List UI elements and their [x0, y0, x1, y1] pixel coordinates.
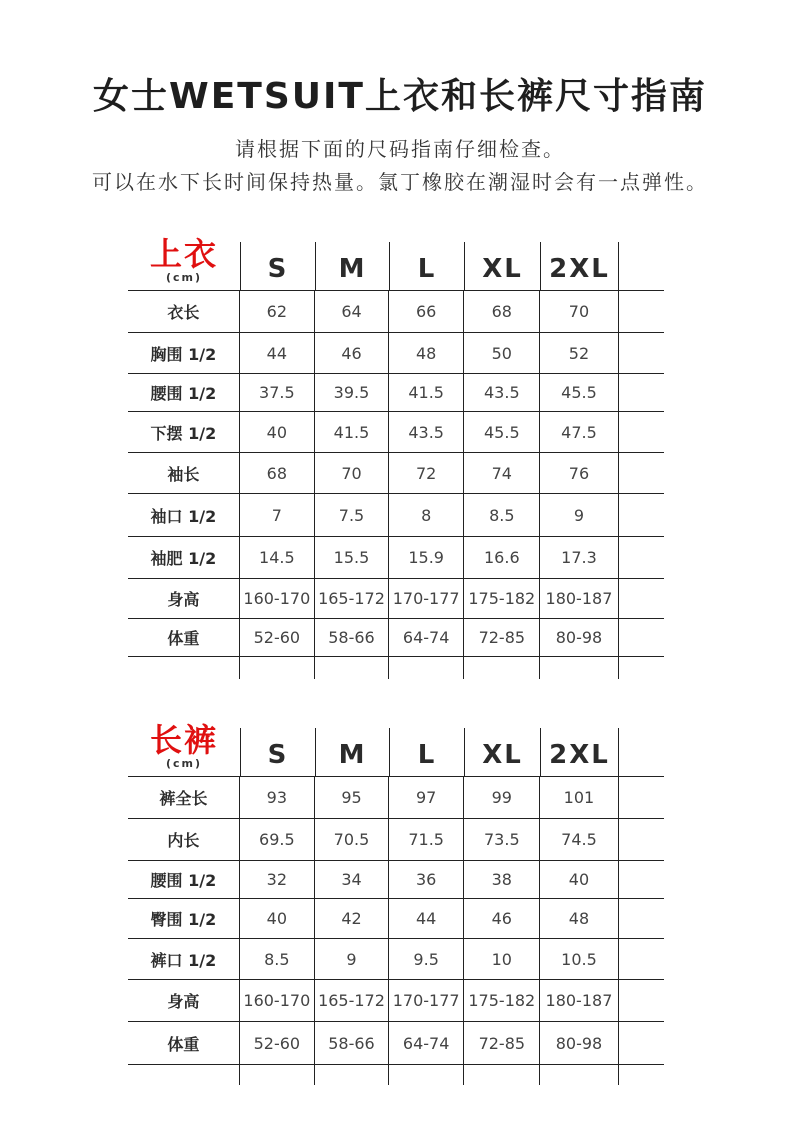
size-header-2xl: 2XL — [540, 728, 618, 776]
table-cell: 52 — [539, 333, 617, 373]
table-row — [128, 579, 664, 618]
table-cell: 64-74 — [388, 619, 463, 656]
table-cell: 74 — [463, 453, 539, 493]
size-header-s: S — [240, 728, 315, 776]
table-row — [128, 494, 664, 536]
table-cell: 14.5 — [239, 537, 314, 578]
empty-row — [128, 657, 664, 679]
table-cell: 175-182 — [463, 980, 539, 1021]
table-cell: 38 — [463, 861, 539, 898]
table-cell: 73.5 — [463, 819, 539, 860]
table-cell: 170-177 — [388, 579, 463, 618]
table-cell: 7.5 — [314, 494, 388, 536]
blank-cell — [128, 657, 239, 679]
blank-cell — [314, 657, 388, 679]
row-label: 袖长 — [167, 464, 200, 484]
table-cell: 72-85 — [463, 1022, 539, 1064]
table-cell: 46 — [314, 333, 388, 373]
table-cell: 72 — [388, 453, 463, 493]
table-row — [128, 939, 664, 979]
table-cell: 41.5 — [388, 374, 463, 411]
table-cell: 97 — [388, 777, 463, 818]
blank-cell — [618, 728, 664, 776]
blank-cell — [128, 1065, 239, 1085]
row-label: 下摆 1/2 — [150, 423, 217, 443]
section-label-cell — [128, 235, 240, 290]
table-row — [128, 453, 664, 493]
table-cell: 44 — [388, 899, 463, 938]
table-cell: 37.5 — [239, 374, 314, 411]
section-label: 长裤 — [149, 721, 218, 759]
table-cell: 9 — [314, 939, 388, 979]
table-cell: 101 — [539, 777, 617, 818]
blank-cell — [618, 619, 664, 656]
row-label: 体重 — [167, 1034, 200, 1054]
table-cell: 68 — [239, 453, 314, 493]
table-cell: 52-60 — [239, 619, 314, 656]
row-label: 袖口 1/2 — [150, 506, 217, 526]
table-cell: 52-60 — [239, 1022, 314, 1064]
table-cell: 48 — [539, 899, 617, 938]
table-cell: 64 — [314, 291, 388, 332]
table-row — [128, 819, 664, 860]
table-cell: 80-98 — [539, 1022, 617, 1064]
top-size-table — [128, 235, 664, 679]
table-cell: 36 — [388, 861, 463, 898]
table-cell: 45.5 — [539, 374, 617, 411]
size-header-m: M — [315, 728, 389, 776]
table-row — [128, 1022, 664, 1064]
table-row — [128, 777, 664, 818]
table-cell: 32 — [239, 861, 314, 898]
blank-cell — [314, 1065, 388, 1085]
table-cell: 76 — [539, 453, 617, 493]
table-cell: 175-182 — [463, 579, 539, 618]
table-cell: 70.5 — [314, 819, 388, 860]
table-cell: 17.3 — [539, 537, 617, 578]
table-cell: 70 — [539, 291, 617, 332]
section-label-cell — [128, 721, 240, 776]
table-cell: 72-85 — [463, 619, 539, 656]
row-label: 腰围 1/2 — [150, 871, 217, 890]
blank-cell — [618, 1022, 664, 1064]
table-cell: 93 — [239, 777, 314, 818]
blank-cell — [388, 1065, 463, 1085]
blank-cell — [618, 657, 664, 679]
blank-cell — [618, 777, 664, 818]
table-cell: 50 — [463, 333, 539, 373]
table-cell: 40 — [539, 861, 617, 898]
blank-cell — [618, 819, 664, 860]
table-cell: 8 — [388, 494, 463, 536]
size-header-row — [128, 235, 664, 290]
row-label: 内长 — [167, 831, 200, 850]
table-cell: 46 — [463, 899, 539, 938]
pants-size-table — [128, 721, 664, 1085]
blank-cell — [539, 1065, 617, 1085]
blank-cell — [618, 242, 664, 290]
size-header-xl: XL — [464, 728, 540, 776]
blank-cell — [463, 657, 539, 679]
row-label: 臀围 1/2 — [150, 910, 217, 929]
table-cell: 80-98 — [539, 619, 617, 656]
table-cell: 160-170 — [239, 579, 314, 618]
table-cell: 40 — [239, 899, 314, 938]
table-row — [128, 619, 664, 656]
row-label: 裤全长 — [159, 789, 208, 808]
table-cell: 180-187 — [539, 579, 617, 618]
blank-cell — [618, 537, 664, 578]
table-cell: 45.5 — [463, 412, 539, 452]
row-label: 衣长 — [167, 303, 200, 322]
table-cell: 68 — [463, 291, 539, 332]
table-cell: 40 — [239, 412, 314, 452]
table-cell: 160-170 — [239, 980, 314, 1021]
blank-cell — [239, 1065, 314, 1085]
table-row — [128, 412, 664, 452]
table-cell: 74.5 — [539, 819, 617, 860]
size-header-2xl: 2XL — [540, 242, 618, 290]
table-cell: 15.9 — [388, 537, 463, 578]
blank-cell — [618, 374, 664, 411]
table-cell: 10.5 — [539, 939, 617, 979]
table-cell: 165-172 — [314, 980, 388, 1021]
table-cell: 15.5 — [314, 537, 388, 578]
table-cell: 58-66 — [314, 1022, 388, 1064]
blank-cell — [618, 899, 664, 938]
unit-label: (cm) — [165, 757, 203, 770]
table-cell: 34 — [314, 861, 388, 898]
blank-cell — [618, 980, 664, 1021]
table-cell: 62 — [239, 291, 314, 332]
blank-cell — [618, 453, 664, 493]
blank-cell — [463, 1065, 539, 1085]
row-label: 体重 — [167, 629, 200, 648]
table-cell: 8.5 — [239, 939, 314, 979]
table-cell: 7 — [239, 494, 314, 536]
table-cell: 99 — [463, 777, 539, 818]
row-label: 袖肥 1/2 — [150, 549, 217, 568]
table-cell: 64-74 — [388, 1022, 463, 1064]
table-cell: 9.5 — [388, 939, 463, 979]
size-header-m: M — [315, 242, 389, 290]
table-cell: 8.5 — [463, 494, 539, 536]
unit-label: (cm) — [165, 271, 203, 284]
table-cell: 180-187 — [539, 980, 617, 1021]
blank-cell — [618, 939, 664, 979]
page-title: 女士WETSUIT上衣和长裤尺寸指南 — [93, 76, 707, 117]
table-row — [128, 333, 664, 373]
row-label: 裤口 1/2 — [150, 950, 217, 970]
table-cell: 71.5 — [388, 819, 463, 860]
subtitle-line-1: 请根据下面的尺码指南仔细检查。 — [235, 137, 565, 161]
table-cell: 58-66 — [314, 619, 388, 656]
table-row — [128, 374, 664, 411]
table-cell: 47.5 — [539, 412, 617, 452]
table-cell: 41.5 — [314, 412, 388, 452]
table-row — [128, 899, 664, 938]
size-header-xl: XL — [464, 242, 540, 290]
row-label: 身高 — [167, 992, 200, 1011]
table-cell: 39.5 — [314, 374, 388, 411]
blank-cell — [618, 1065, 664, 1085]
size-header-l: L — [389, 242, 464, 290]
blank-cell — [388, 657, 463, 679]
subtitle-line-2: 可以在水下长时间保持热量。氯丁橡胶在潮湿时会有一点弹性。 — [92, 170, 708, 194]
table-cell: 16.6 — [463, 537, 539, 578]
table-cell: 69.5 — [239, 819, 314, 860]
table-cell: 48 — [388, 333, 463, 373]
table-cell: 9 — [539, 494, 617, 536]
blank-cell — [618, 412, 664, 452]
size-header-l: L — [389, 728, 464, 776]
row-label: 胸围 1/2 — [150, 344, 217, 364]
table-cell: 43.5 — [463, 374, 539, 411]
blank-cell — [239, 657, 314, 679]
size-header-row — [128, 721, 664, 776]
blank-cell — [618, 579, 664, 618]
empty-row — [128, 1065, 664, 1085]
table-row — [128, 291, 664, 332]
section-label: 上衣 — [149, 235, 218, 273]
row-label: 腰围 1/2 — [150, 384, 217, 403]
blank-cell — [618, 333, 664, 373]
blank-cell — [618, 494, 664, 536]
table-cell: 42 — [314, 899, 388, 938]
blank-cell — [618, 291, 664, 332]
blank-cell — [618, 861, 664, 898]
table-cell: 43.5 — [388, 412, 463, 452]
blank-cell — [539, 657, 617, 679]
table-cell: 10 — [463, 939, 539, 979]
row-label: 身高 — [167, 590, 200, 609]
table-cell: 95 — [314, 777, 388, 818]
table-cell: 170-177 — [388, 980, 463, 1021]
table-cell: 165-172 — [314, 579, 388, 618]
table-cell: 66 — [388, 291, 463, 332]
table-row — [128, 980, 664, 1021]
size-header-s: S — [240, 242, 315, 290]
table-cell: 44 — [239, 333, 314, 373]
table-row — [128, 861, 664, 898]
table-cell: 70 — [314, 453, 388, 493]
table-row — [128, 537, 664, 578]
